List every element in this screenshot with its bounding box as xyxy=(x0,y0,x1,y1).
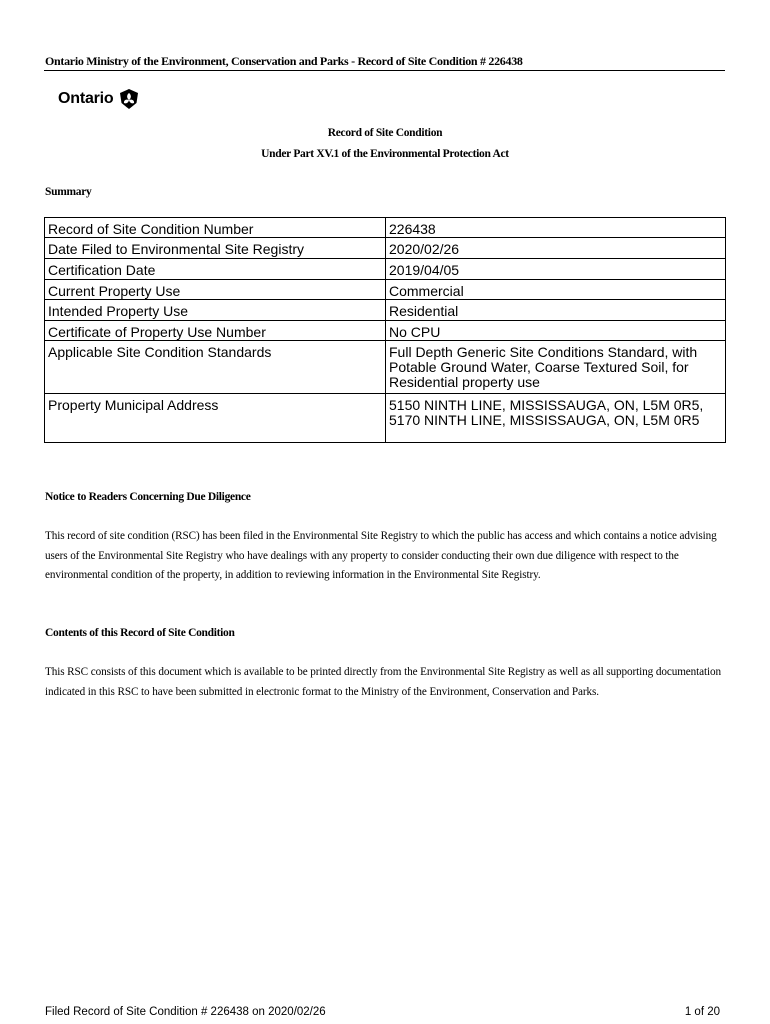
document-header-title: Ontario Ministry of the Environment, Conservation and Parks - Record of Site Condition # 226438 xyxy=(45,54,523,68)
table-row xyxy=(45,341,726,394)
ontario-logo xyxy=(58,86,140,112)
summary-table xyxy=(44,217,726,443)
page-number: 1 of 20 xyxy=(684,1006,720,1018)
table-row xyxy=(45,259,726,280)
table-row xyxy=(45,218,726,238)
summary-value: Residential xyxy=(386,300,726,321)
table-row xyxy=(45,321,726,341)
summary-label: Applicable Site Condition Standards xyxy=(45,341,386,394)
document-title: Record of Site Condition xyxy=(327,127,443,139)
summary-value: Commercial xyxy=(386,280,726,300)
header-divider xyxy=(44,70,725,71)
footer-filing-info: Filed Record of Site Condition # 226438 on 2020/02/26 xyxy=(45,1006,326,1018)
summary-value: Full Depth Generic Site Conditions Standard, with Potable Ground Water, Coarse Textured Soil, for Residential property use xyxy=(386,341,726,394)
table-row xyxy=(45,300,726,321)
notice-paragraph: This record of site condition (RSC) has been filed in the Environmental Site Registry to which the public has access and which contains a notice advising users of the Environmental Site Registry who have dealings with any property to consider conducting their own due diligence with respect to the environmental condition of the property, in addition to reviewing information in the Environmental Site Registry. xyxy=(45,530,717,581)
document-subtitle: Under Part XV.1 of the Environmental Protection Act xyxy=(261,148,509,160)
summary-label: Record of Site Condition Number xyxy=(45,218,386,238)
contents-paragraph: This RSC consists of this document which is available to be printed directly from the Environmental Site Registry as well as all supporting documentation indicated in this RSC to have been submitted in electronic format to the Ministry of the Environment, Conservation and Parks. xyxy=(45,666,722,698)
contents-heading: Contents of this Record of Site Condition xyxy=(45,627,235,639)
summary-heading: Summary xyxy=(45,186,92,198)
summary-label: Certification Date xyxy=(45,259,386,280)
table-row xyxy=(45,394,726,443)
summary-label: Intended Property Use xyxy=(45,300,386,321)
ontario-logo-text: Ontario xyxy=(58,90,114,107)
summary-value: 2019/04/05 xyxy=(386,259,726,280)
summary-label: Property Municipal Address xyxy=(45,394,386,443)
summary-value: No CPU xyxy=(386,321,726,341)
summary-label: Current Property Use xyxy=(45,280,386,300)
summary-value: 226438 xyxy=(386,218,726,238)
notice-heading: Notice to Readers Concerning Due Diligence xyxy=(45,491,251,503)
trillium-logo-icon xyxy=(118,88,140,110)
summary-label: Date Filed to Environmental Site Registry xyxy=(45,238,386,259)
table-row xyxy=(45,280,726,300)
summary-value: 2020/02/26 xyxy=(386,238,726,259)
summary-value: 5150 NINTH LINE, MISSISSAUGA, ON, L5M 0R5, 5170 NINTH LINE, MISSISSAUGA, ON, L5M 0R5 xyxy=(386,394,726,443)
table-row xyxy=(45,238,726,259)
summary-label: Certificate of Property Use Number xyxy=(45,321,386,341)
